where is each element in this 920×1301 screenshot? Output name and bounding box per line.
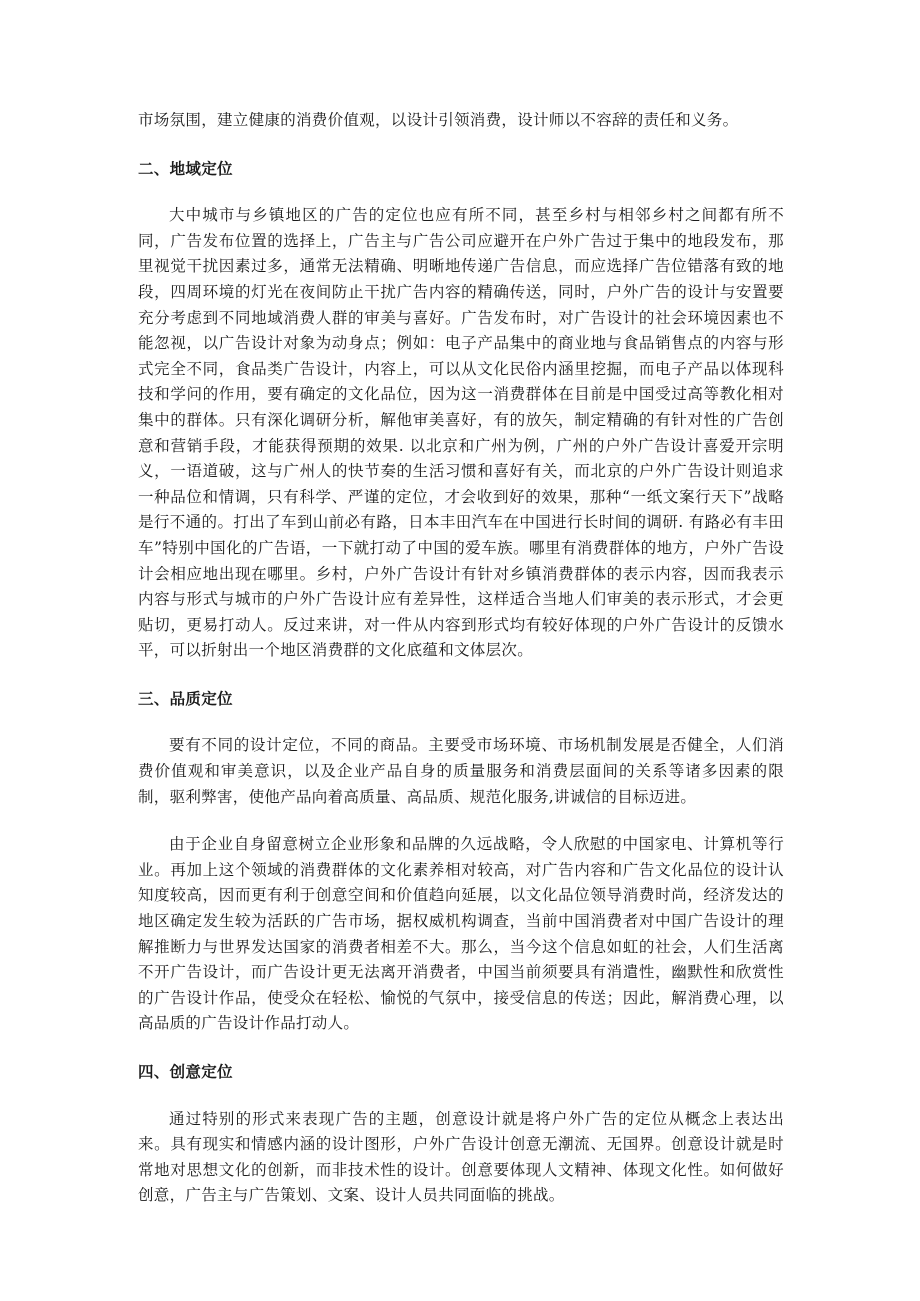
intro-tail-paragraph: 市场氛围，建立健康的消费价值观，以设计引领消费，设计师以不容辞的责任和义务。 [138, 111, 739, 129]
document-page [138, 108, 784, 1209]
quality-paragraph-2: 由于企业自身留意树立企业形象和品牌的久远战略，令人欣慰的中国家电、计算机等行业。再加上这个领域的消费群体的文化素养相对较高，对广告内容和广告文化品位的设计认知度较高，因而更有利于创意空间和价值趋向延展，以文化品位领导消费时尚，经济发达的地区确定发生较为活跃的广告市场，据权威机构调查，当前中国消费者对中国广告设计的理解推断力与世界发达国家的消费者相差不大。那么，当今这个信息如虹的社会，人们生活离不开广告设计，而广告设计更无法离开消费者，中国当前须要具有消遣性，幽默性和欣赏性的广告设计作品，使受众在轻松、愉悦的气氛中，接受信息的传送；因此，解消费心理，以高品质的广告设计作品打动人。 [138, 835, 784, 1033]
section-heading-regional: 二、地域定位 [138, 158, 233, 178]
section-heading-creative: 四、创意定位 [138, 1062, 233, 1081]
creative-paragraph-1: 通过特别的形式来表现广告的主题，创意设计就是将户外广告的定位从概念上表达出来。具有现实和情感内涵的设计图形，户外广告设计创意无潮流、无国界。创意设计就是时常地对思想文化的创新，而非技术性的设计。创意要体现人文精神、体现文化性。如何做好创意，广告主与广告策划、文案、设计人员共同面临的挑战。 [138, 1109, 784, 1205]
section-heading-quality: 三、品质定位 [138, 688, 233, 708]
regional-paragraph-1: 大中城市与乡镇地区的广告的定位也应有所不同，甚至乡村与相邻乡村之间都有所不同，广告发布位置的选择上，广告主与广告公司应避开在户外广告过于集中的地段发布，那里视觉干扰因素过多，通常无法精确、明晰地传递广告信息，而应选择广告位错落有致的地段，四周环境的灯光在夜间防止干扰广告内容的精确传送，同时，户外广告的设计与安置要充分考虑到不同地域消费人群的审美与喜好。广告发布时，对广告设计的社会环境因素也不能忽视，以广告设计对象为动身点；例如：电子产品集中的商业地与食品销售点的内容与形式完全不同，食品类广告设计，内容上，可以从文化民俗内涵里挖掘，而电子产品以体现科技和学问的作用，要有确定的文化品位，因为这一消费群体在目前是中国受过高等教化相对集中的群体。只有深化调研分析，解他审美喜好，有的放矢，制定精确的有针对性的广告创意和营销手段，才能获得预期的效果. 以北京和广州为例，广州的户外广告设计喜爱开宗明义，一语道破，这与广州人的快节奏的生活习惯和喜好有关，而北京的户外广告设计则追求一种品位和情调，只有科学、严谨的定位，才会收到好的效果，那种“一纸文案行天下”战略是行不通的。打出了车到山前必有路，日本丰田汽车在中国进行长时间的调研. 有路必有丰田车”特别中国化的广告语，一下就打动了中国的爱车族。哪里有消费群体的地方，户外广告设计会相应地出现在哪里。乡村，户外广告设计有针对乡镇消费群体的表示内容，因而我表示内容与形式与城市的户外广告设计应有差异性，这样适合当地人们审美的表示形式，才会更贴切，更易打动人。反过来讲，对一件从内容到形式均有较好体现的户外广告设计的反馈水平，可以折射出一个地区消费群的文化底蕴和文体层次。 [138, 206, 784, 660]
quality-paragraph-1: 要有不同的设计定位，不同的商品。主要受市场环境、市场机制发展是否健全，人们消费价值观和审美意识，以及企业产品自身的质量服务和消费层面间的关系等诸多因素的限制，驱利弊害，使他产品向着高质量、高品质、规范化服务,讲诚信的目标迈进。 [138, 736, 784, 806]
